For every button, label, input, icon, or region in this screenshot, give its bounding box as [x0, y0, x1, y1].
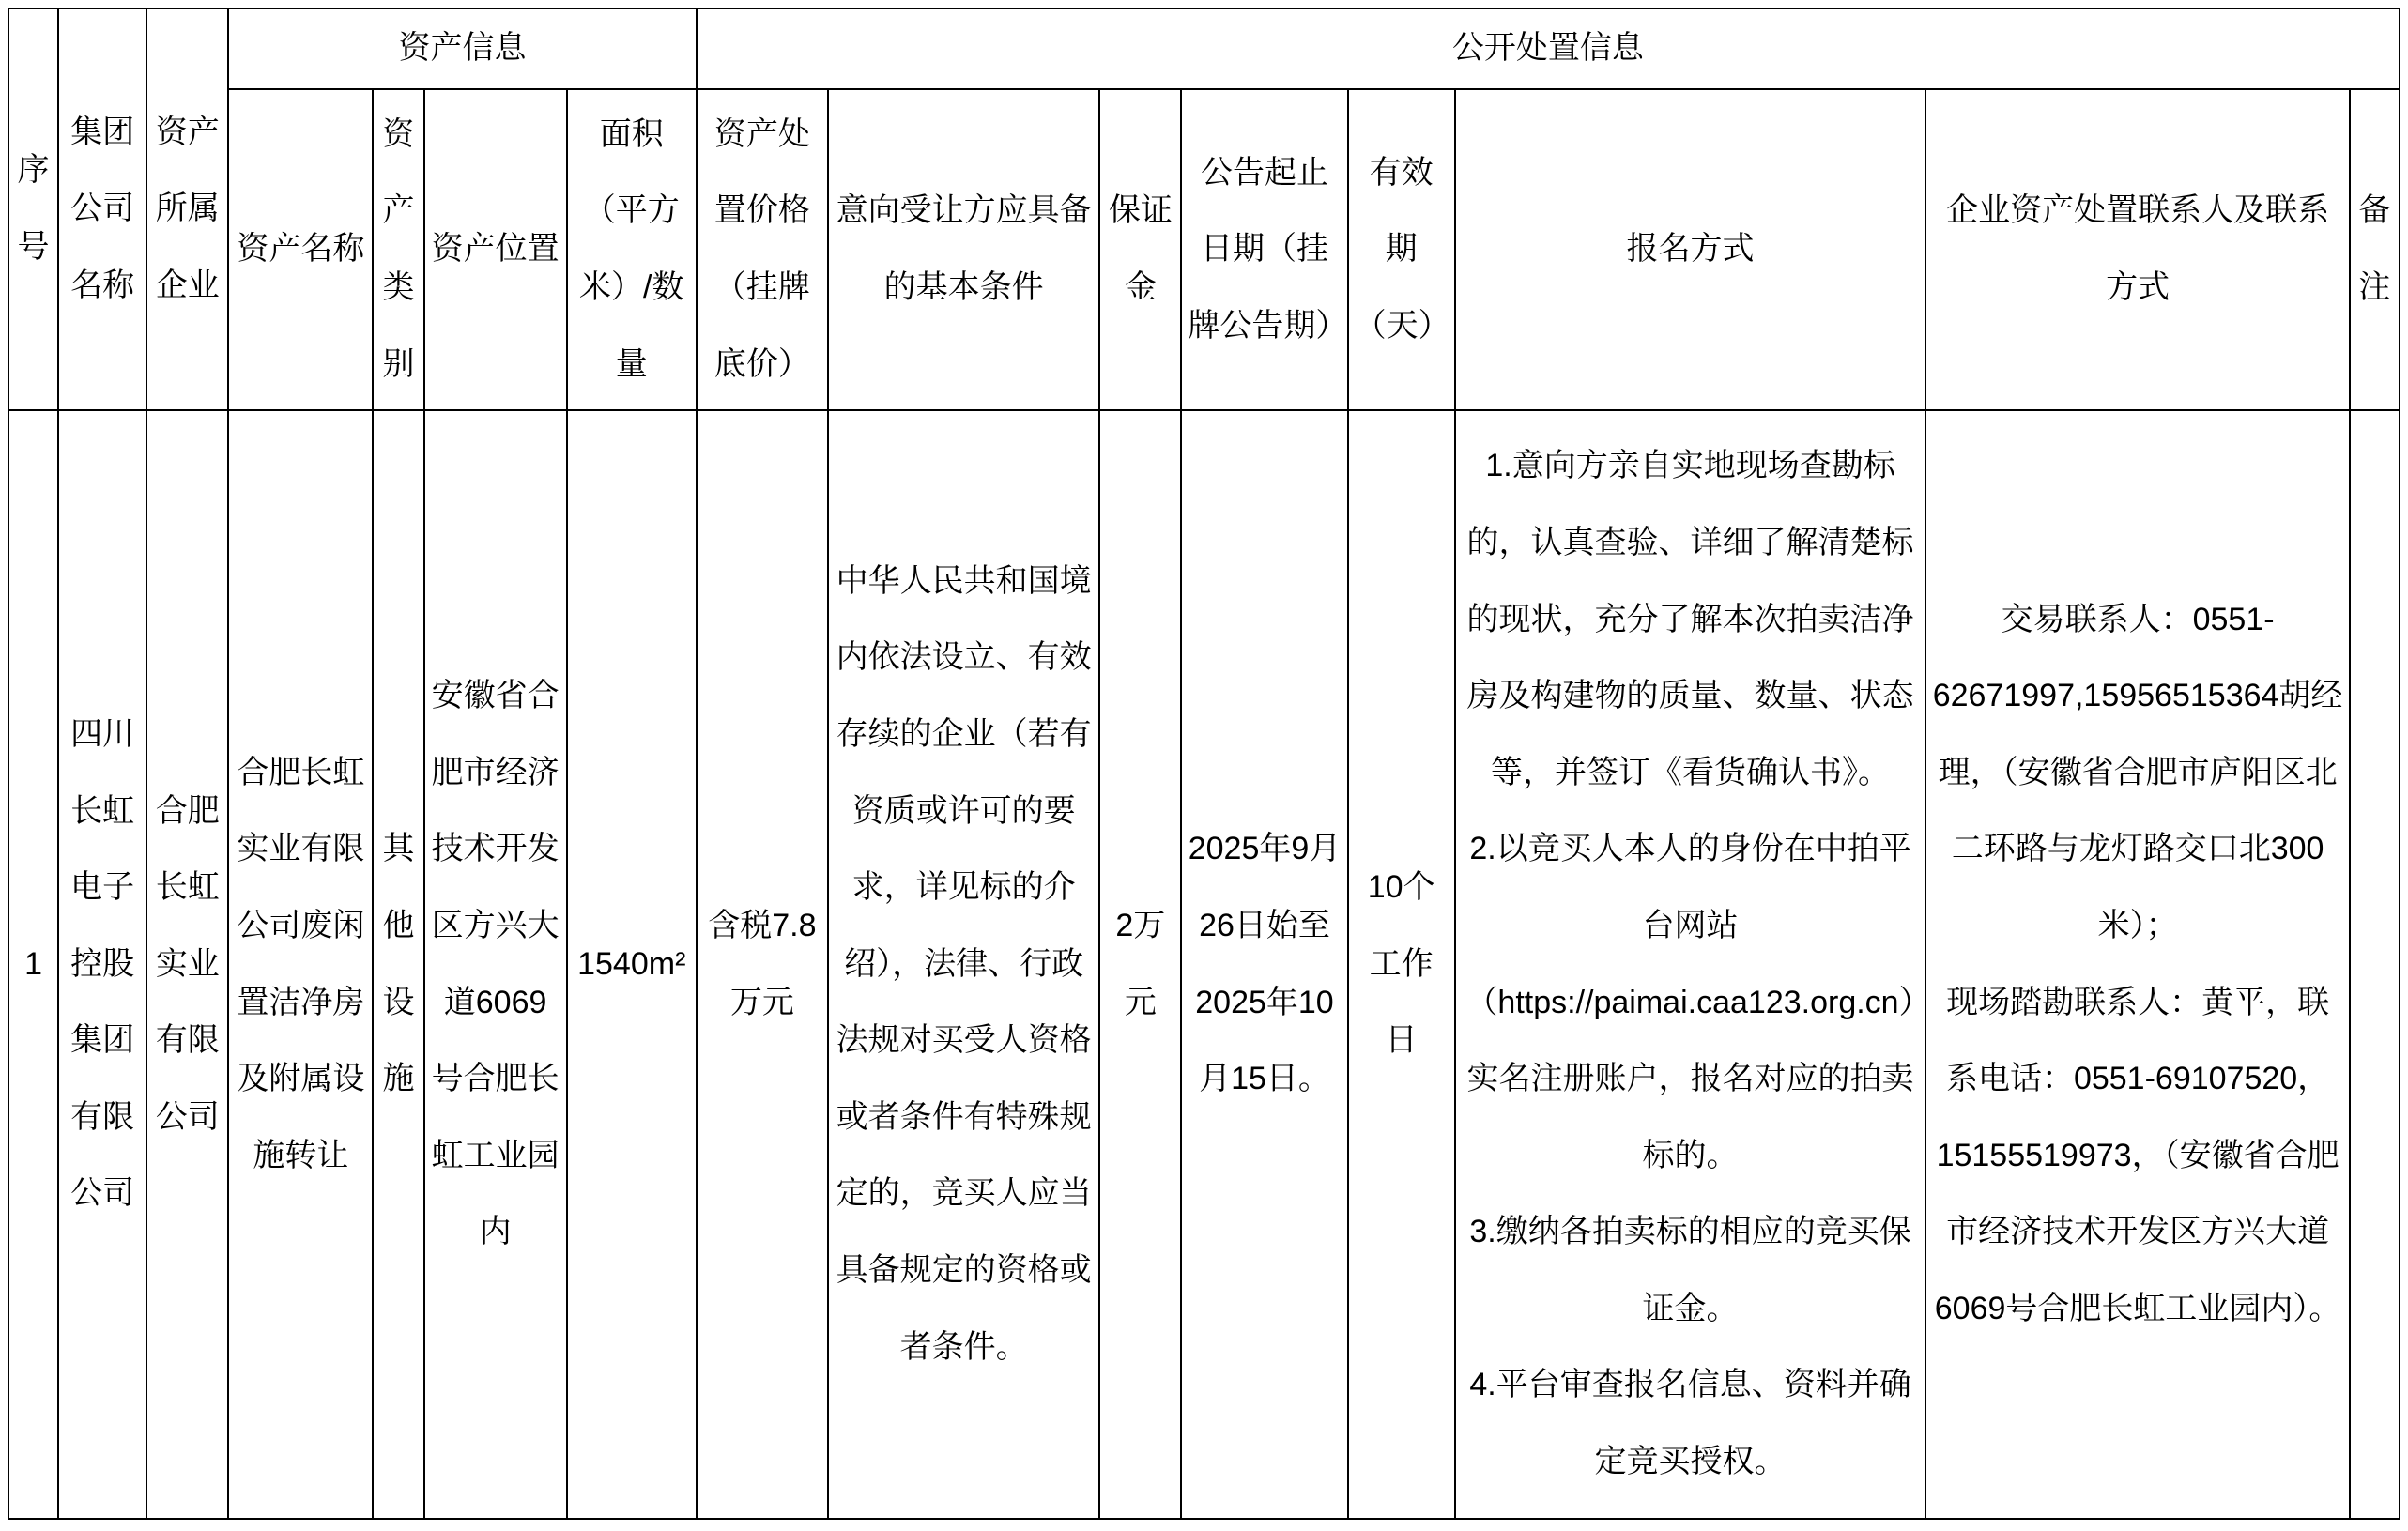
- contact-line: 交易联系人：0551-62671997,15956515364胡经理，（安徽省合肥市庐阳区北二环路与龙灯路交口北300米）；: [1932, 601, 2343, 943]
- registration-step: 1.意向方亲自实地现场查勘标的，认真查验、详细了解清楚标的现状，充分了解本次拍卖洁净房及构建物的质量、数量、状态等，并签订《看货确认书》。: [1466, 448, 1914, 790]
- header-asset-info-group: 资产信息: [228, 8, 697, 89]
- header-disposal-price: 资产处置价格（挂牌底价）: [697, 89, 828, 410]
- cell-announcement-period: 2025年9月26日始至2025年10月15日。: [1181, 410, 1347, 1519]
- header-area-quantity: 面积（平方米）/数量: [567, 89, 697, 410]
- cell-group-company-name: 四川长虹电子控股集团有限公司: [58, 410, 146, 1519]
- header-asset-owning-enterprise: 资产所属企业: [146, 8, 228, 410]
- cell-area-quantity: 1540m²: [567, 410, 697, 1519]
- header-asset-location: 资产位置: [424, 89, 567, 410]
- header-asset-name: 资产名称: [228, 89, 373, 410]
- cell-asset-owning-enterprise: 合肥长虹实业有限公司: [146, 410, 228, 1519]
- registration-step: 4.平台审查报名信息、资料并确定竞买授权。: [1469, 1367, 1911, 1480]
- cell-contact-info: [1925, 410, 2350, 1519]
- cell-disposal-price: 含税7.8万元: [697, 410, 828, 1519]
- header-group-company-name: 集团公司名称: [58, 8, 146, 410]
- header-validity-days: 有效期（天）: [1348, 89, 1455, 410]
- cell-transferee-conditions: 中华人民共和国境内依法设立、有效存续的企业（若有资质或许可的要求，详见标的介绍），法律、行政法规对买受人资格或者条件有特殊规定的，竞买人应当具备规定的资格或者条件。: [828, 410, 1099, 1519]
- registration-step: 2.以竞买人本人的身份在中拍平台网站（https://paimai.caa123.org.cn）实名注册账户，报名对应的拍卖标的。: [1465, 831, 1915, 1173]
- registration-step: 3.缴纳各拍卖标的相应的竞买保证金。: [1469, 1214, 1911, 1326]
- header-announcement-period: 公告起止日期（挂牌公告期）: [1181, 89, 1347, 410]
- table-row: [8, 410, 2400, 1519]
- cell-asset-category: 其他设施: [373, 410, 423, 1519]
- header-remark: 备注: [2350, 89, 2400, 410]
- header-registration-method: 报名方式: [1455, 89, 1926, 410]
- cell-serial-number: 1: [8, 410, 58, 1519]
- header-contact-info: 企业资产处置联系人及联系方式: [1925, 89, 2350, 410]
- header-deposit: 保证金: [1099, 89, 1181, 410]
- header-serial-number: 序号: [8, 8, 58, 410]
- header-transferee-conditions: 意向受让方应具备的基本条件: [828, 89, 1099, 410]
- cell-deposit: 2万元: [1099, 410, 1181, 1519]
- cell-asset-name: 合肥长虹实业有限公司废闲置洁净房及附属设施转让: [228, 410, 373, 1519]
- asset-disposal-table: [8, 8, 2400, 1520]
- cell-asset-location: 安徽省合肥市经济技术开发区方兴大道6069号合肥长虹工业园内: [424, 410, 567, 1519]
- cell-validity-days: 10个工作日: [1348, 410, 1455, 1519]
- contact-line: 现场踏勘联系人：黄平，联系电话：0551-69107520，15155519973，（安徽省合肥市经济技术开发区方兴大道6069号合肥长虹工业园内）。: [1934, 984, 2341, 1326]
- cell-registration-method: [1455, 410, 1926, 1519]
- header-public-disposal-info-group: 公开处置信息: [697, 8, 2400, 89]
- header-asset-category: 资产类别: [373, 89, 423, 410]
- cell-remark: [2350, 410, 2400, 1519]
